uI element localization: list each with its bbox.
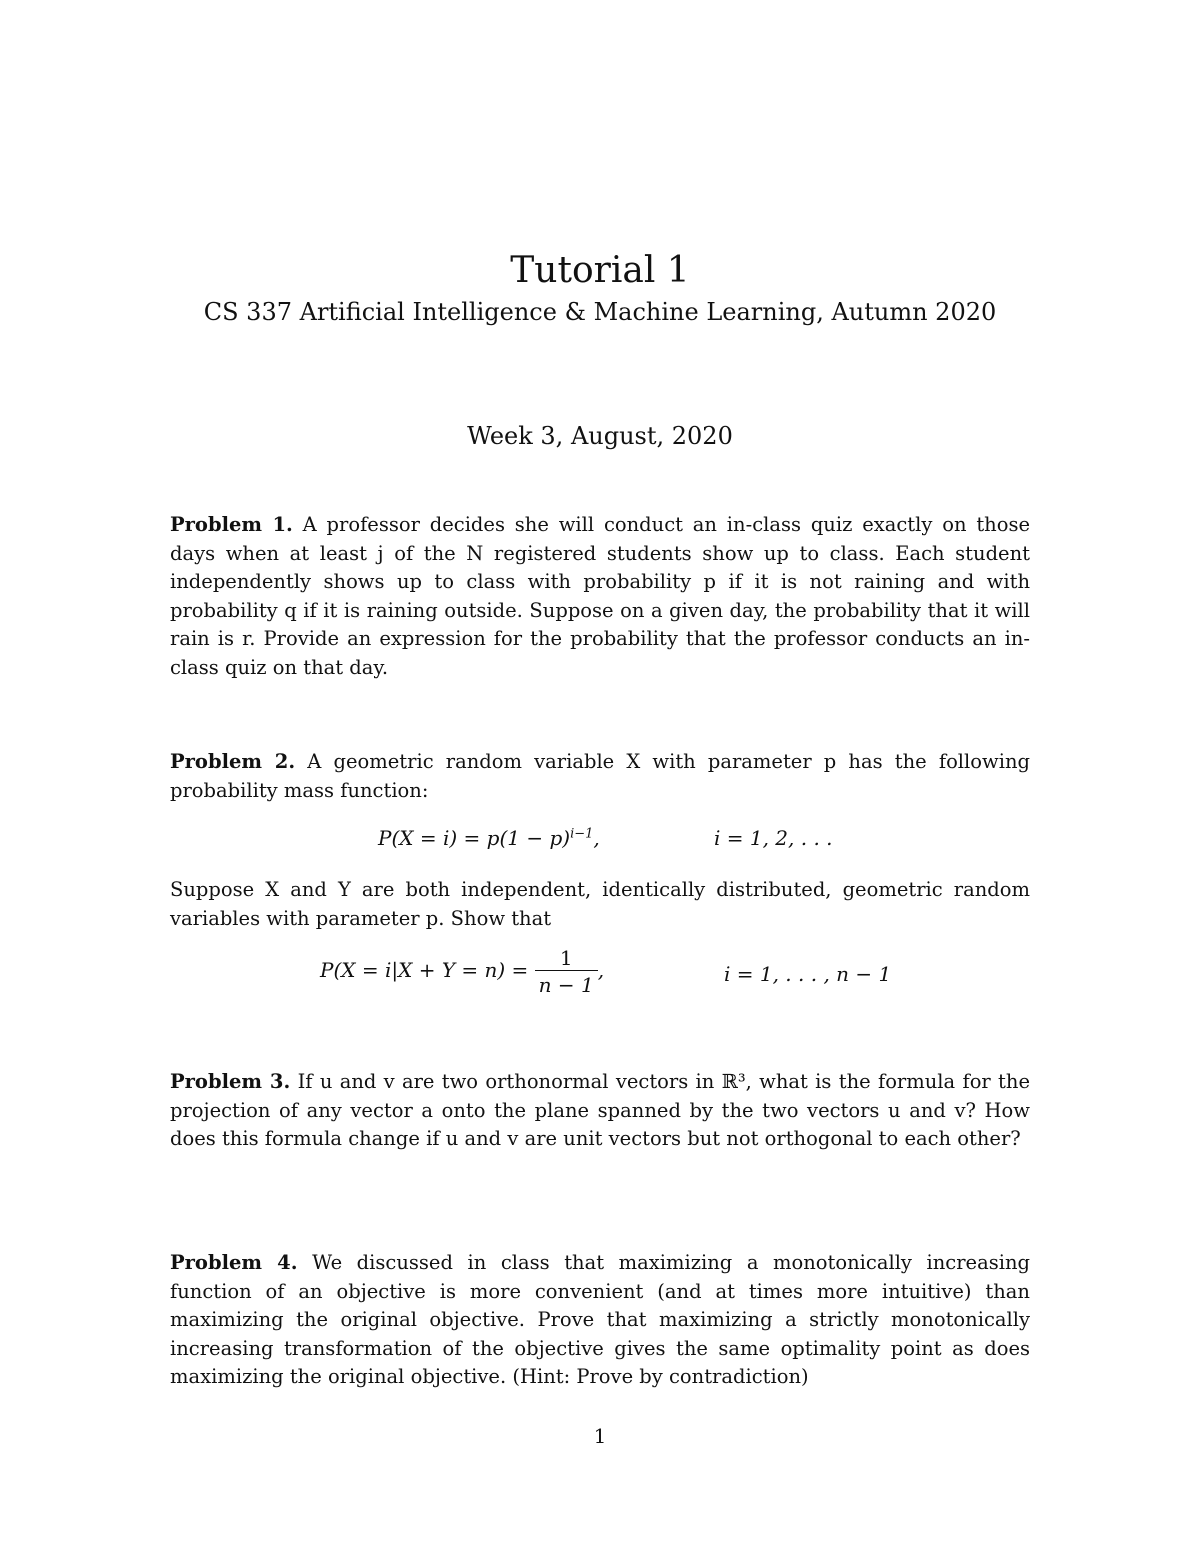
- pmf-condition: i = 1, 2, . . .: [714, 826, 833, 850]
- problem-1-text: A professor decides she will conduct an in-class quiz exactly on those days when at least j of the N registered students show up to class. Each student independently shows up to class with probability p if it is not raining and with probability q if it is raining outside. Suppose on a given day, the probability that it will rain is r. Provide an expression for the probability that the professor conducts an in-class quiz on that day.: [170, 513, 1031, 679]
- problem-3-text: If u and v are two orthonormal vectors in ℝ³, what is the formula for the projection of any vector a onto the plane spanned by the two vectors u and v? How does this formula change if u and v are unit vectors but not orthogonal to each other?: [170, 1070, 1030, 1150]
- page-number: 1: [593, 1424, 607, 1448]
- fraction-numerator: 1: [559, 946, 573, 970]
- conditional-equation-lhs: P(X = i|X + Y = n) =: [320, 958, 529, 982]
- fraction: [535, 946, 598, 997]
- problem-1: [170, 511, 1030, 682]
- problem-4: [170, 1249, 1030, 1392]
- fraction-denominator: n − 1: [535, 970, 598, 997]
- conditional-condition: i = 1, . . . , n − 1: [724, 962, 892, 986]
- problem-1-label: Problem 1.: [170, 513, 293, 536]
- problem-2-text: A geometric random variable X with parameter p has the following probability mass function:: [170, 750, 1030, 802]
- pmf-equation-exponent: i−1: [570, 826, 594, 842]
- problem-4-label: Problem 4.: [170, 1251, 298, 1274]
- pmf-equation-body: P(X = i) = p(1 − p): [378, 826, 571, 850]
- conditional-equation: P(X = i|X + Y = n) = $\frac{1}{n - 1}$ ,: [320, 946, 605, 997]
- problem-3-label: Problem 3.: [170, 1070, 291, 1093]
- page-title: Tutorial 1: [510, 250, 690, 291]
- pmf-equation: $P(X = i) = p(1 - p)^{i-1}$,: [378, 826, 600, 850]
- problem-2-label: Problem 2.: [170, 750, 296, 773]
- problem-4-text: We discussed in class that maximizing a monotonically increasing function of an objective is more convenient (and at times more intuitive) than maximizing the original objective. Prove that maximizing a strictly monotonically increasing transformation of the objective gives the same optimality point as does maximizing the original objective. (Hint: Prove by contradiction): [170, 1251, 1031, 1388]
- date-line: Week 3, August, 2020: [467, 422, 733, 450]
- problem-2: [170, 748, 1030, 805]
- problem-2-continued: Suppose X and Y are both independent, identically distributed, geometric random variables with parameter p. Show that: [170, 878, 1030, 930]
- problem-3: [170, 1068, 1030, 1154]
- course-subtitle: CS 337 Artificial Intelligence & Machine Learning, Autumn 2020: [203, 298, 997, 326]
